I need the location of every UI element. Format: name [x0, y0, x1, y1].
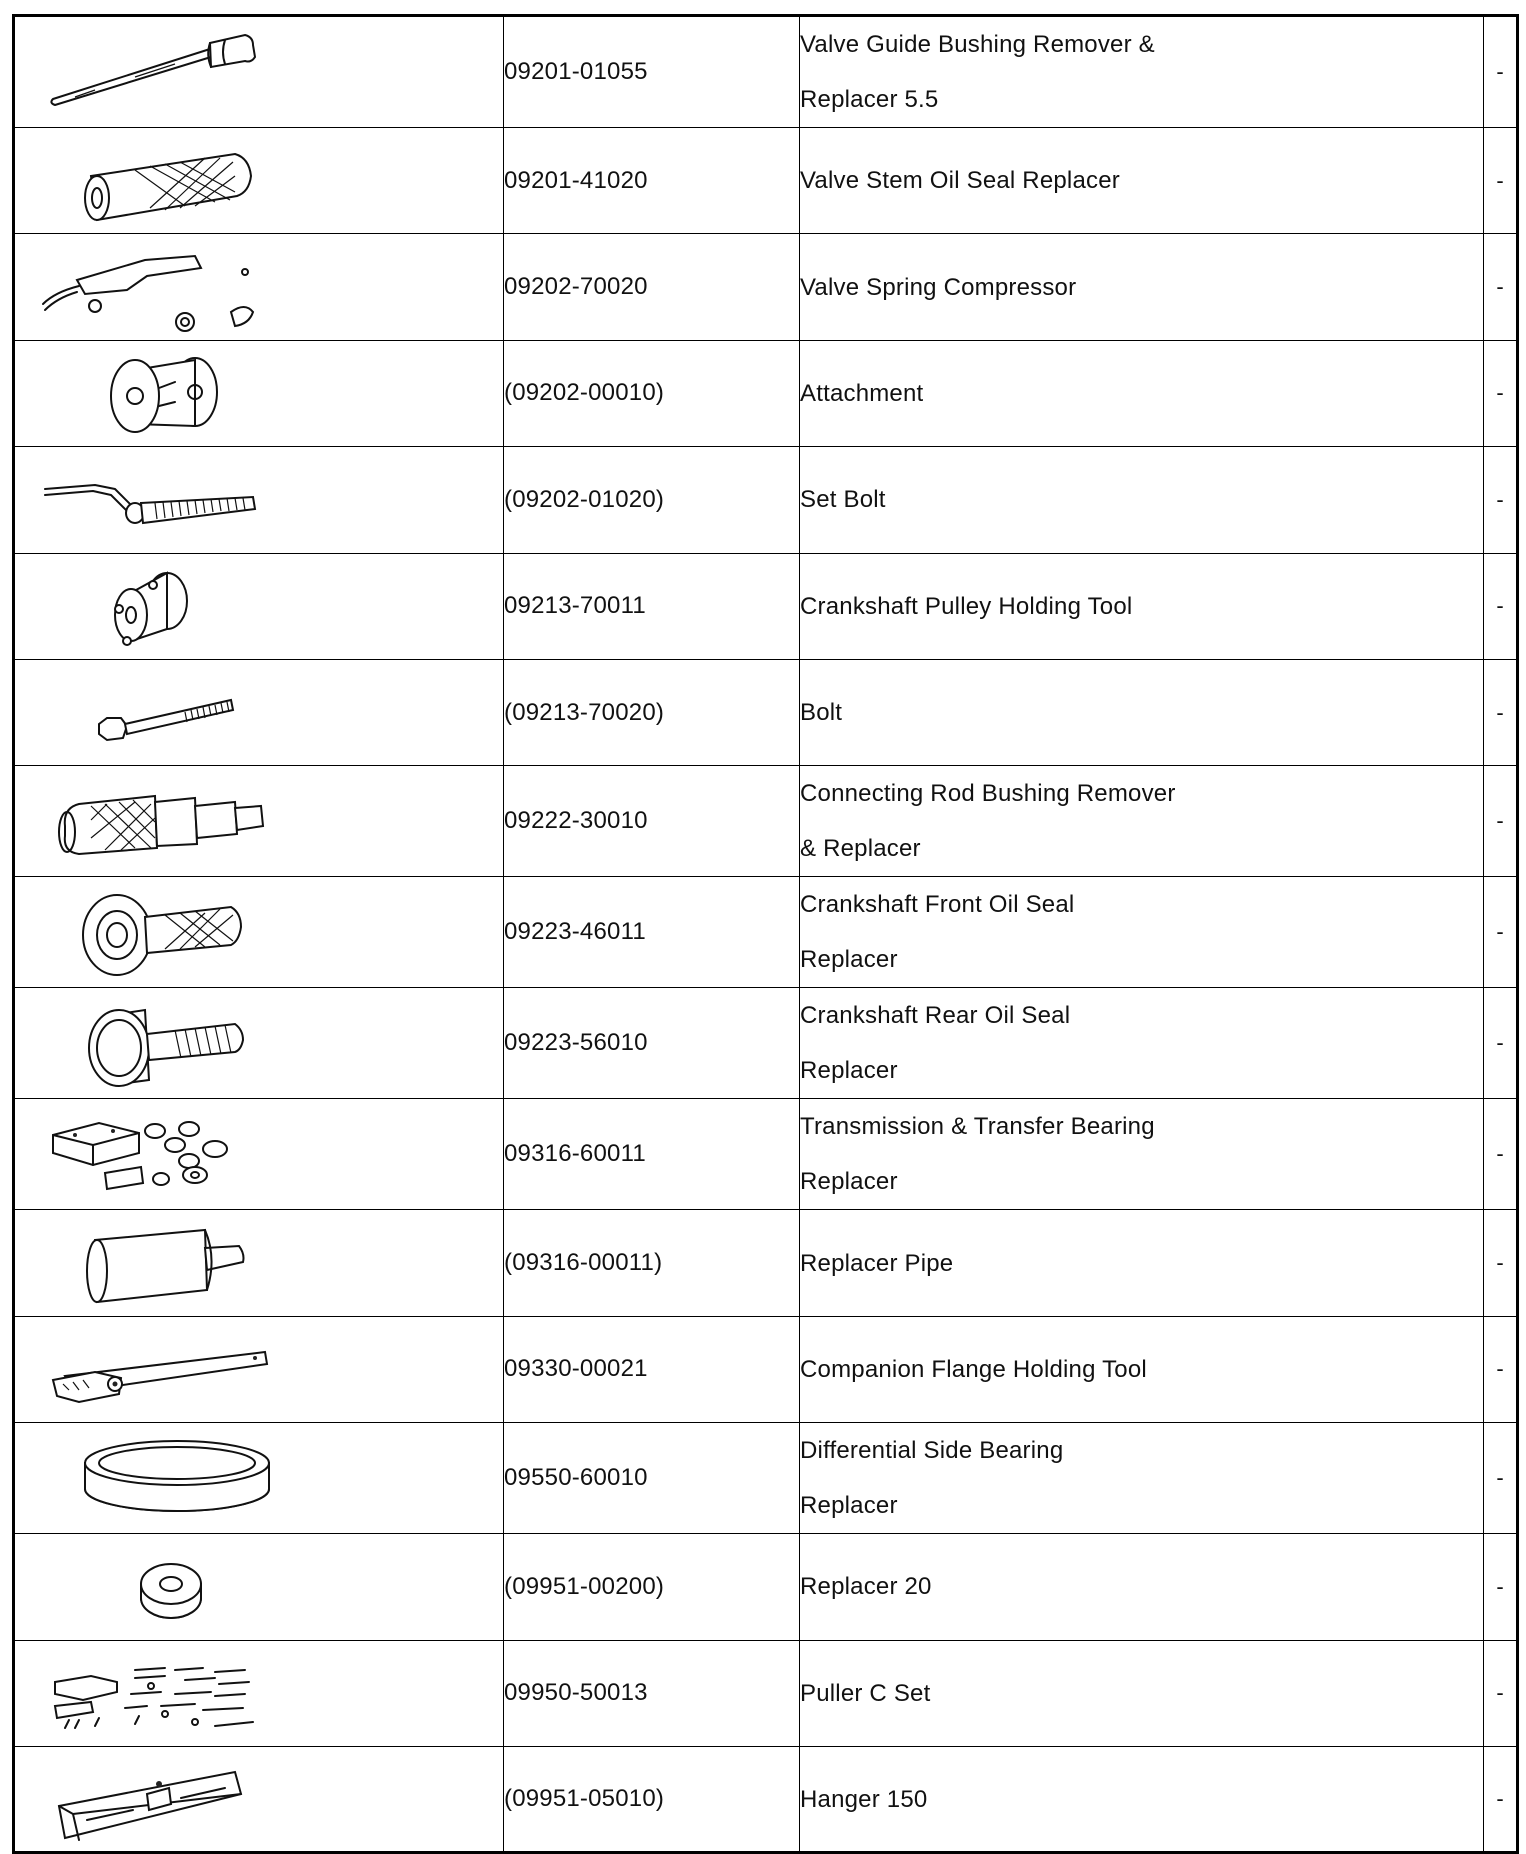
note: - — [1484, 447, 1518, 553]
table-row — [14, 447, 1518, 553]
special-service-tools-table — [12, 14, 1519, 1854]
valve-stem-oil-seal-replacer-drawing-icon — [35, 136, 275, 226]
tool-illustration-cell — [14, 447, 504, 553]
note: - — [1484, 234, 1518, 340]
tool-illustration-cell — [14, 766, 504, 877]
replacer-pipe-drawing-icon — [35, 1218, 275, 1308]
table-row — [14, 988, 1518, 1099]
tool-illustration-cell — [14, 128, 504, 234]
note: - — [1484, 1534, 1518, 1640]
note: - — [1484, 1210, 1518, 1316]
part-number: 09550-60010 — [504, 1423, 800, 1534]
crankshaft-pulley-holding-tool-drawing-icon — [35, 561, 275, 651]
tool-name: Attachment — [800, 340, 1484, 446]
tool-illustration-cell — [14, 1423, 504, 1534]
table-row — [14, 340, 1518, 446]
tool-illustration-cell — [14, 1099, 504, 1210]
tool-name: Crankshaft Pulley Holding Tool — [800, 553, 1484, 659]
tool-illustration-cell — [14, 1210, 504, 1316]
transmission-transfer-bearing-replacer-drawing-icon — [35, 1109, 275, 1199]
tool-name: Valve Guide Bushing Remover & Replacer 5.5 — [800, 16, 1484, 128]
replacer-20-drawing-icon — [35, 1542, 275, 1632]
note: - — [1484, 1640, 1518, 1746]
part-number: 09330-00021 — [504, 1316, 800, 1422]
tool-name: Replacer 20 — [800, 1534, 1484, 1640]
part-number: (09202-01020) — [504, 447, 800, 553]
table-row — [14, 234, 1518, 340]
tool-illustration-cell — [14, 234, 504, 340]
tool-illustration-cell — [14, 988, 504, 1099]
table-row — [14, 553, 1518, 659]
attachment-drawing-icon — [35, 348, 275, 438]
note: - — [1484, 1746, 1518, 1852]
valve-spring-compressor-drawing-icon — [35, 242, 275, 332]
table-row — [14, 1099, 1518, 1210]
tool-illustration-cell — [14, 16, 504, 128]
tool-name: Companion Flange Holding Tool — [800, 1316, 1484, 1422]
puller-c-set-drawing-icon — [35, 1648, 275, 1738]
table-row — [14, 766, 1518, 877]
part-number: (09213-70020) — [504, 659, 800, 765]
tool-name: Crankshaft Front Oil Seal Replacer — [800, 877, 1484, 988]
table-row — [14, 1210, 1518, 1316]
note: - — [1484, 1099, 1518, 1210]
tool-illustration-cell — [14, 1746, 504, 1852]
crankshaft-front-oil-seal-replacer-drawing-icon — [35, 887, 275, 977]
tool-name: Valve Stem Oil Seal Replacer — [800, 128, 1484, 234]
part-number: (09202-00010) — [504, 340, 800, 446]
tool-name: Transmission & Transfer Bearing Replacer — [800, 1099, 1484, 1210]
tool-name: Valve Spring Compressor — [800, 234, 1484, 340]
note: - — [1484, 553, 1518, 659]
tool-name: Set Bolt — [800, 447, 1484, 553]
table-row — [14, 659, 1518, 765]
hanger-150-drawing-icon — [35, 1754, 275, 1844]
note: - — [1484, 1423, 1518, 1534]
tool-illustration-cell — [14, 877, 504, 988]
table-row — [14, 1746, 1518, 1852]
part-number: 09316-60011 — [504, 1099, 800, 1210]
tool-illustration-cell — [14, 1316, 504, 1422]
table-row — [14, 877, 1518, 988]
note: - — [1484, 988, 1518, 1099]
part-number: (09951-00200) — [504, 1534, 800, 1640]
bolt-drawing-icon — [35, 668, 275, 758]
tool-illustration-cell — [14, 340, 504, 446]
part-number: 09201-01055 — [504, 16, 800, 128]
part-number: 09222-30010 — [504, 766, 800, 877]
note: - — [1484, 766, 1518, 877]
table-row — [14, 1316, 1518, 1422]
note: - — [1484, 659, 1518, 765]
companion-flange-holding-tool-drawing-icon — [35, 1324, 275, 1414]
table-row — [14, 16, 1518, 128]
table-row — [14, 1423, 1518, 1534]
tool-name: Differential Side Bearing Replacer — [800, 1423, 1484, 1534]
connecting-rod-bushing-remover-drawing-icon — [35, 776, 275, 866]
tool-name: Replacer Pipe — [800, 1210, 1484, 1316]
part-number: (09951-05010) — [504, 1746, 800, 1852]
part-number: 09950-50013 — [504, 1640, 800, 1746]
part-number: (09316-00011) — [504, 1210, 800, 1316]
table-row — [14, 1640, 1518, 1746]
tool-illustration-cell — [14, 1534, 504, 1640]
tool-name: Puller C Set — [800, 1640, 1484, 1746]
tool-name: Connecting Rod Bushing Remover & Replacer — [800, 766, 1484, 877]
tool-illustration-cell — [14, 659, 504, 765]
note: - — [1484, 16, 1518, 128]
tool-illustration-cell — [14, 553, 504, 659]
note: - — [1484, 1316, 1518, 1422]
tool-name: Hanger 150 — [800, 1746, 1484, 1852]
part-number: 09202-70020 — [504, 234, 800, 340]
note: - — [1484, 340, 1518, 446]
part-number: 09223-46011 — [504, 877, 800, 988]
part-number: 09201-41020 — [504, 128, 800, 234]
part-number: 09213-70011 — [504, 553, 800, 659]
note: - — [1484, 128, 1518, 234]
note: - — [1484, 877, 1518, 988]
tool-illustration-cell — [14, 1640, 504, 1746]
table-row — [14, 1534, 1518, 1640]
crankshaft-rear-oil-seal-replacer-drawing-icon — [35, 998, 275, 1088]
tool-name: Crankshaft Rear Oil Seal Replacer — [800, 988, 1484, 1099]
set-bolt-drawing-icon — [35, 455, 275, 545]
valve-guide-bushing-remover-drawing-icon — [35, 27, 275, 117]
differential-side-bearing-replacer-drawing-icon — [35, 1433, 275, 1523]
part-number: 09223-56010 — [504, 988, 800, 1099]
tool-name: Bolt — [800, 659, 1484, 765]
table-row — [14, 128, 1518, 234]
